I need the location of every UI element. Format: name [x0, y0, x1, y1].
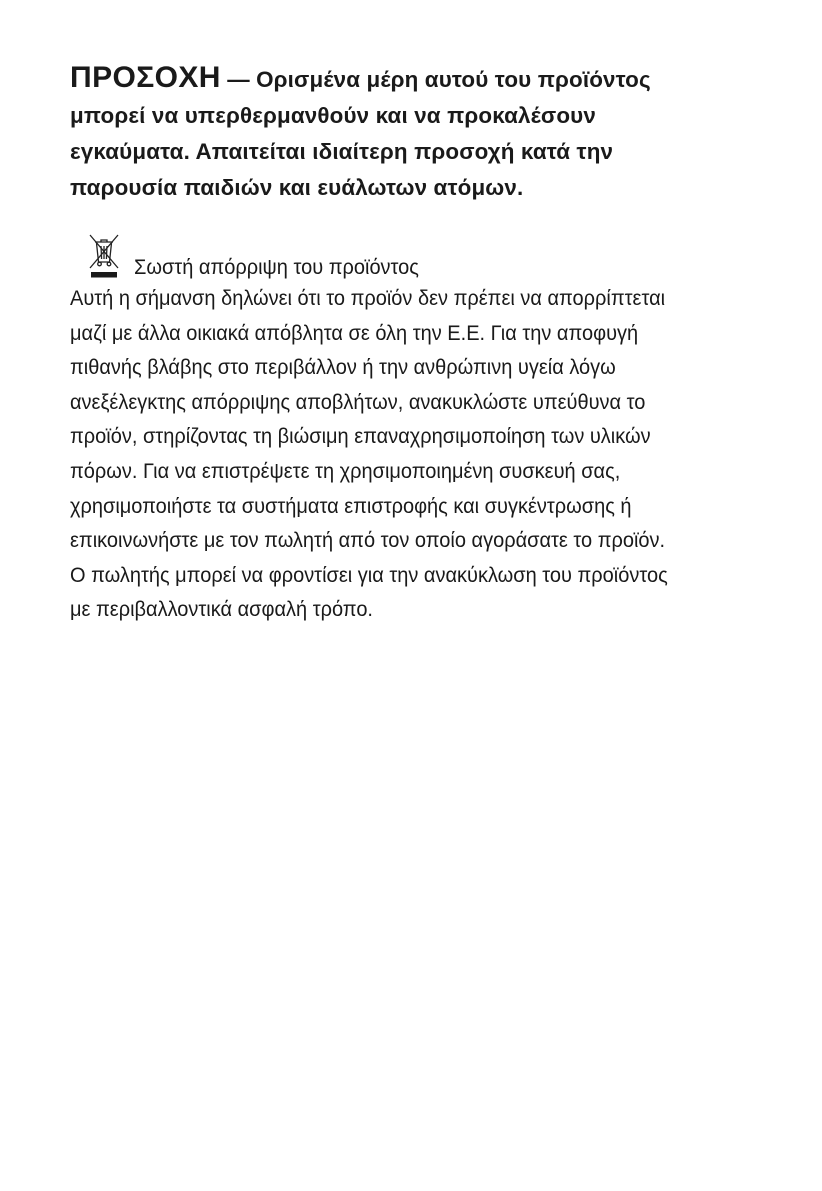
weee-crossed-bin-icon	[82, 230, 126, 280]
body-line: με περιβαλλοντικά ασφαλή τρόπο.	[70, 597, 373, 622]
body-line: πόρων. Για να επιστρέψετε τη χρησιμοποιημένη συσκευή σας,	[70, 458, 621, 483]
disposal-body	[70, 281, 790, 627]
warning-line-3: εγκαύματα. Απαιτείται ιδιαίτερη προσοχή κατά την	[70, 139, 614, 164]
disposal-title: Σωστή απόρριψη του προϊόντος	[134, 255, 419, 279]
disposal-heading	[70, 230, 790, 280]
body-line: επικοινωνήστε με τον πωλητή από τον οποίο αγοράσατε το προϊόν.	[70, 528, 666, 553]
body-line: Ο πωλητής μπορεί να φροντίσει για την ανακύκλωση του προϊόντος	[70, 562, 668, 587]
body-line: προϊόν, στηρίζοντας τη βιώσιμη επαναχρησιμοποίηση των υλικών	[70, 424, 651, 449]
warning-line-2: μπορεί να υπερθερμανθούν και να προκαλέσουν	[70, 103, 596, 128]
body-line: χρησιμοποιήστε τα συστήματα επιστροφής και συγκέντρωσης ή	[70, 493, 632, 518]
warning-title: ΠΡΟΣΟΧΗ	[70, 61, 221, 94]
warning-paragraph	[70, 60, 790, 206]
warning-line-1: — Ορισμένα μέρη αυτού του προϊόντος	[220, 67, 651, 92]
document-page	[70, 60, 790, 627]
warning-line-4: παρουσία παιδιών και ευάλωτων ατόμων.	[70, 175, 524, 200]
body-line: ανεξέλεγκτης απόρριψης αποβλήτων, ανακυκλώστε υπεύθυνα το	[70, 389, 646, 414]
body-line: Αυτή η σήμανση δηλώνει ότι το προϊόν δεν πρέπει να απορρίπτεται	[70, 286, 666, 310]
body-line: μαζί με άλλα οικιακά απόβλητα σε όλη την Ε.Ε. Για την αποφυγή	[70, 320, 639, 345]
body-line: πιθανής βλάβης στο περιβάλλον ή την ανθρώπινη υγεία λόγω	[70, 355, 616, 380]
